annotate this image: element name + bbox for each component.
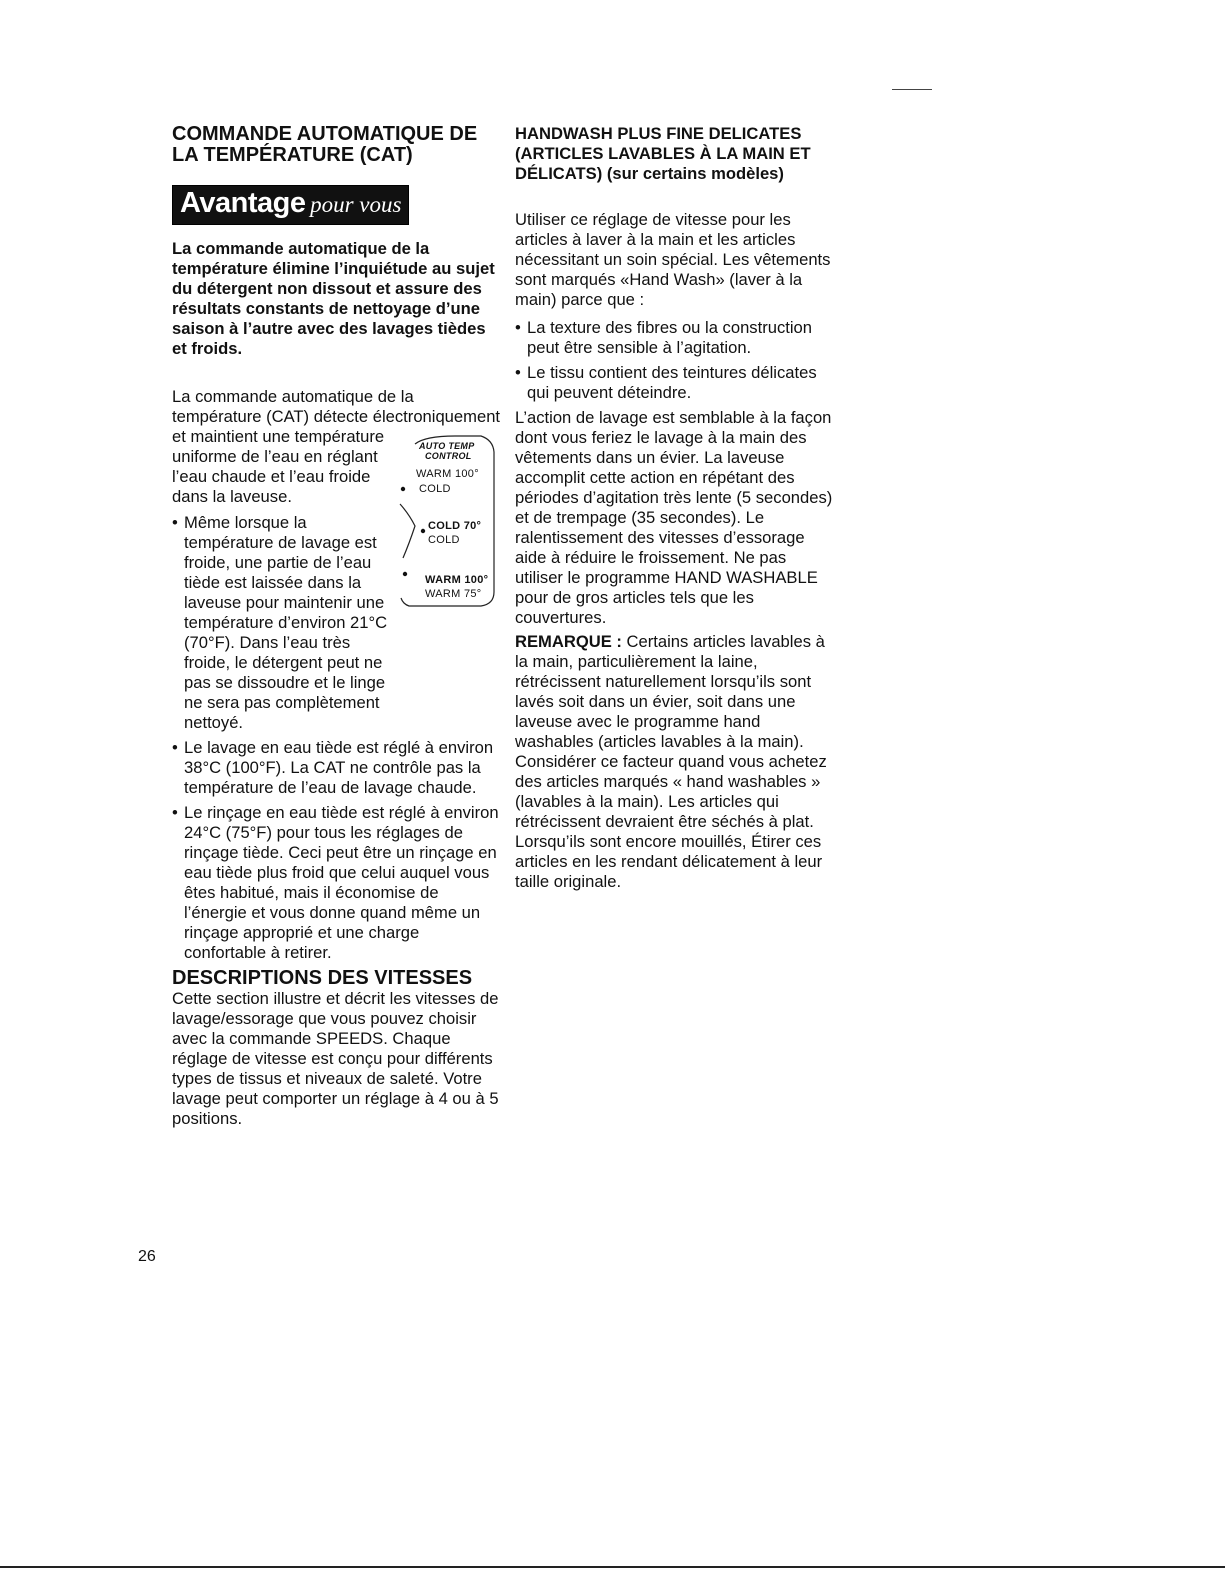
cat-heading: COMMANDE AUTOMATIQUE DE LA TEMPÉRATURE (CAT) [172, 123, 478, 166]
dial-warm-100b: WARM 100° [425, 574, 489, 586]
cat-paragraph-narrow: uniforme de l’eau en réglant l’eau chaude et l’eau froide dans la laveuse. [172, 447, 378, 506]
handwash-bullet-list [515, 318, 835, 403]
speeds-heading: DESCRIPTIONS DES VITESSES [172, 967, 473, 989]
page-number: 26 [138, 1248, 156, 1265]
handwash-action-paragraph: L’action de lavage est semblable à la façon dont vous feriez le lavage à la main des vêtements dans un évier. La laveuse accomplit cette action en répétant des périodes d’agitation très lente (5 secondes) et de trempage (35 secondes). Le ralentissement des vitesses d’essorage aide à réduire le froissement. Ne pas utiliser le programme HAND WASHABLE pour de gros articles tels que les couvertures. [515, 408, 833, 627]
dial-title-2: CONTROL [425, 451, 472, 461]
handwash-bullet-2: Le tissu contient des teintures délicates qui peuvent déteindre. [527, 363, 817, 402]
bottom-rule [0, 1566, 1225, 1568]
cat-bullet-2: Le lavage en eau tiède est réglé à environ 38°C (100°F). La CAT ne contrôle pas la température de l’eau de lavage chaude. [184, 738, 494, 797]
cat-lead-paragraph: La commande automatique de la température élimine l’inquiétude au sujet du détergent non dissout et assure des résultats constants de nettoyage d’une saison à l’autre avec des lavages tièdes et froids. [172, 239, 495, 358]
cat-bullet-1: Même lorsque la température de lavage est froide, une partie de l’eau tiède est laissée dans la laveuse pour maintenir une température d’environ 21°C (70°F). Dans l’eau très froide, le détergent peut ne pas se dissoudre et le linge ne sera pas complètement nettoyé. [184, 513, 388, 732]
remark-text: Certains articles lavables à la main, particulièrement la laine, rétrécissent naturellement lorsqu’ils sont lavés soit dans un évier, soit dans une laveuse avec le programme hand washables (articles lavables à la main). Considérer ce facteur quand vous achetez des articles marqués « hand washables » (lavables à la main). Les articles qui rétrécissent devraient être séchés à plat. Lorsqu’ils sont encore mouillés, Étirer ces articles en les rendant délicatement à leur taille originale. [515, 632, 827, 891]
remark-label: REMARQUE : [515, 632, 622, 651]
list-item [172, 803, 504, 963]
speeds-paragraph: Cette section illustre et décrit les vitesses de lavage/essorage que vous pouvez choisir avec la commande SPEEDS. Chaque réglage de vitesse est conçu pour différents types de tissus et niveaux de saleté. Votre lavage peut comporter un réglage à 4 ou à 5 positions. [172, 989, 499, 1128]
dial-cold-2: COLD [428, 534, 460, 546]
handwash-intro: Utiliser ce réglage de vitesse pour les articles à laver à la main et les articles nécessitant un soin spécial. Les vêtements sont marqués «Hand Wash» (laver à la main) parce que : [515, 210, 831, 309]
badge-main-text: Avantage [180, 187, 306, 219]
top-rule [892, 89, 932, 90]
list-item [515, 363, 835, 403]
dial-cold: COLD [419, 483, 451, 495]
left-column [172, 124, 504, 1129]
auto-temp-control-dial [395, 434, 501, 609]
handwash-heading: HANDWASH PLUS FINE DELICATES (ARTICLES LAVABLES À LA MAIN ET DÉLICATS) (sur certains modèles) [515, 124, 811, 183]
avantage-badge-logo [172, 185, 409, 225]
handwash-bullet-1: La texture des fibres ou la construction peut être sensible à l’agitation. [527, 318, 813, 357]
cat-paragraph-top: La commande automatique de la température (CAT) détecte électroniquement et maintient une température [172, 387, 501, 446]
dial-warm-75: WARM 75° [425, 588, 482, 600]
list-item [172, 738, 504, 798]
list-item [515, 318, 835, 358]
cat-bullet-3: Le rinçage en eau tiède est réglé à environ 24°C (75°F) pour tous les réglages de rinçage tiède. Ceci peut être un rinçage en eau tiède plus froid que celui auquel vous êtes habitué, mais il économise de l’énergie et vous donne quand même un rinçage approprié et une charge confortable à retirer. [184, 803, 499, 962]
right-column [515, 124, 835, 892]
dial-title-1: AUTO TEMP [419, 441, 475, 451]
handwash-remark-paragraph [515, 632, 835, 892]
dial-warm-100: WARM 100° [416, 468, 479, 480]
badge-italic-text: pour vous [310, 192, 402, 217]
dial-cold-70: COLD 70° [428, 520, 482, 532]
